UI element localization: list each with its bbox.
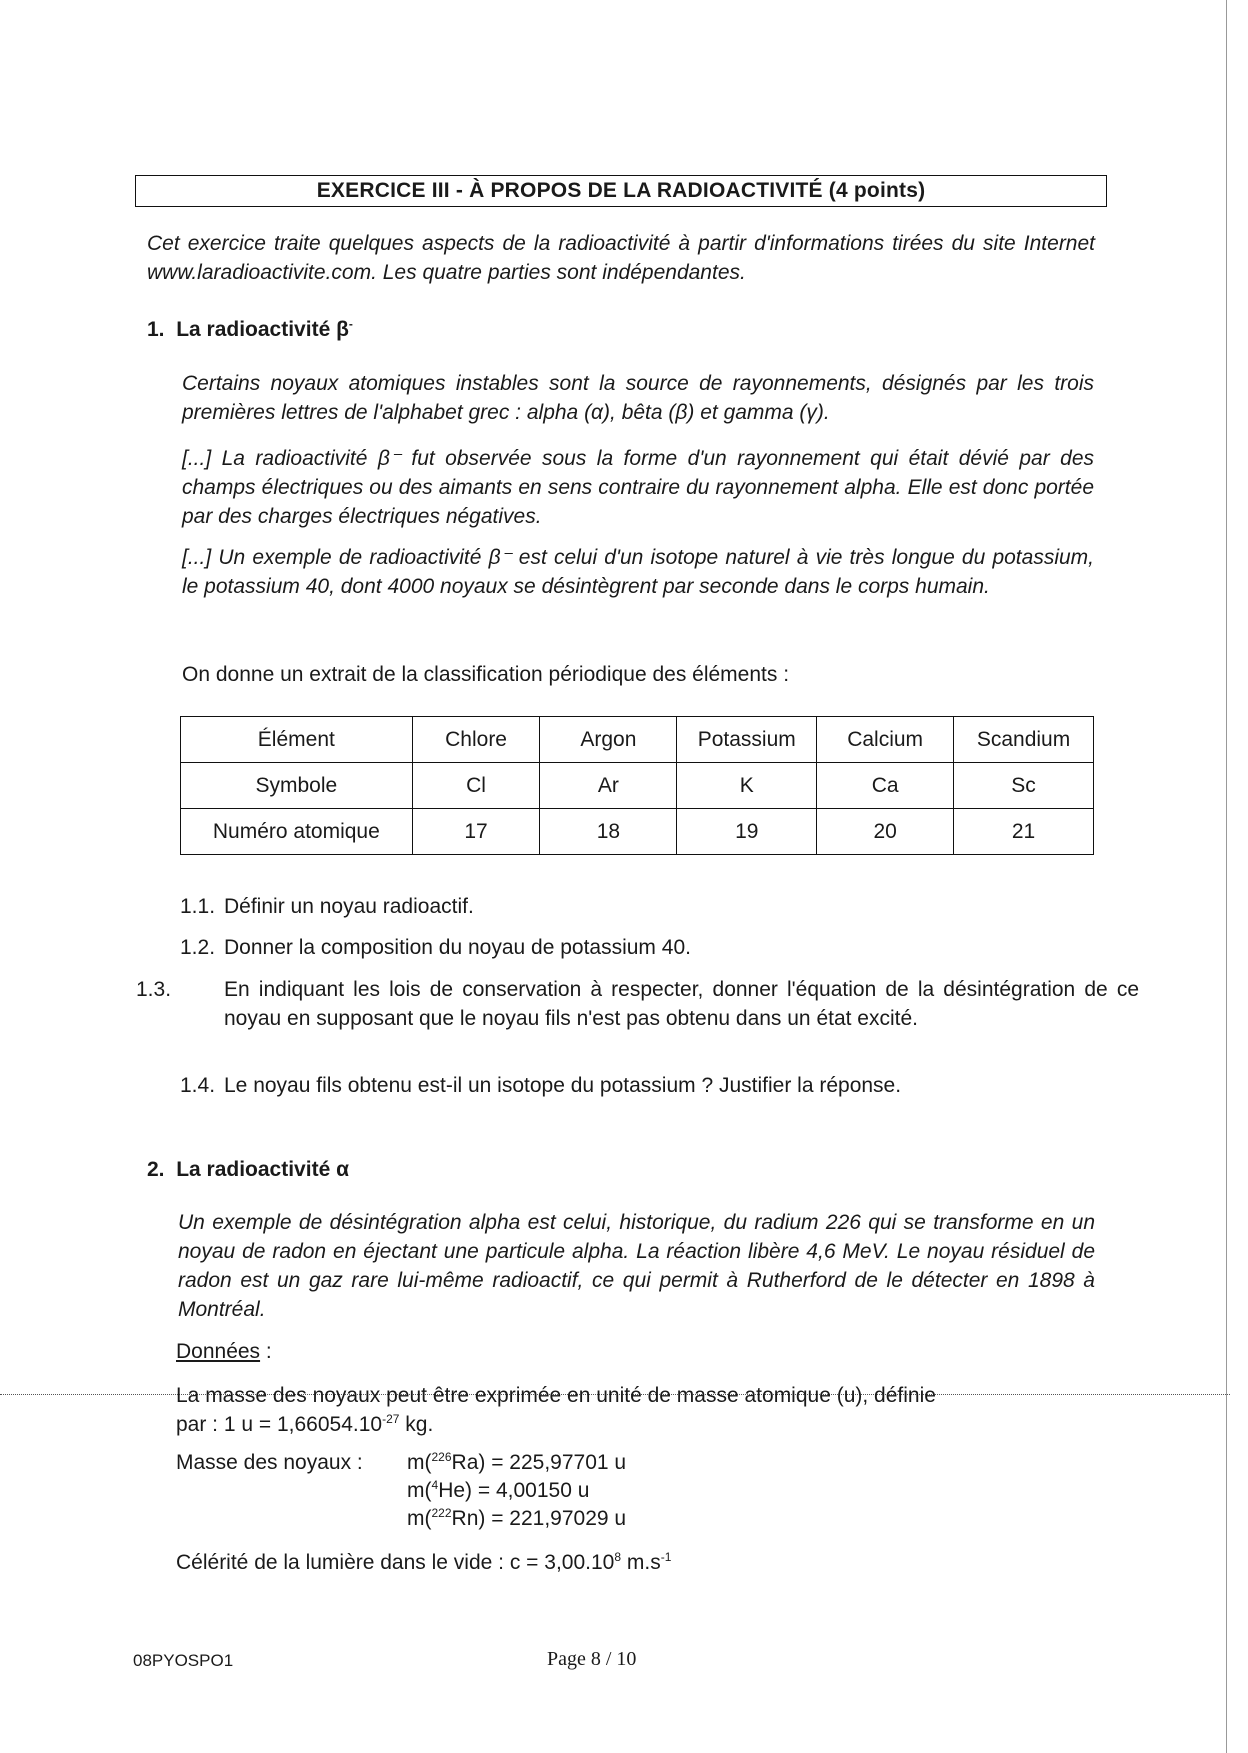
mass-unit-post: kg. [399,1413,434,1436]
mass-unit-line2 [176,1410,1096,1439]
table-cell: 19 [677,809,817,855]
section1-para1: Certains noyaux atomiques instables sont la source de rayonnements, désignés par les trois premières lettres de l'alphabet grec : alpha (α), bêta (β) et gamma (γ). [182,372,1094,424]
question-number: 1.2. [180,936,216,959]
mass-text: m( [407,1507,432,1530]
data-heading [176,1337,272,1366]
table-row-atomic-number [181,809,1094,855]
intro-paragraph: Cet exercice traite quelques aspects de la radioactivité à partir d'informations tirées du site Internet www.laradioactivite.com. Les quatre parties sont indépendantes. [147,232,1095,284]
question-1-3 [136,975,1139,1033]
exercise-title [135,175,1107,207]
mass-unit-definition [176,1381,1096,1439]
table-cell: 18 [540,809,677,855]
section1-number: 1. [147,318,165,341]
question-1-4 [180,1071,1095,1100]
table-cell: Ca [817,763,954,809]
question-text: En indiquant les lois de conservation à respecter, donner l'équation de la désintégration de ce noyau en supposant que le noyau fils n'est pas obtenu dans un état excité. [224,978,1139,1030]
question-1-2 [180,933,1095,962]
table-cell: Scandium [954,717,1094,763]
scan-edge-line [1226,0,1227,1753]
question-number: 1.1. [180,895,216,918]
mass-number-sup: 4 [431,1478,439,1492]
question-number: 1.4. [180,1074,216,1097]
mass-helium [407,1476,589,1505]
section2-number: 2. [147,1158,165,1181]
masses-label: Masse des noyaux : [176,1451,363,1474]
section2-title: La radioactivité α [176,1158,349,1181]
section1-title-sup: - [348,317,353,331]
footer-code: 08PYOSPO1 [133,1651,234,1670]
data-colon: : [260,1340,272,1363]
table-cell: 17 [412,809,540,855]
table-cell: Symbole [181,763,413,809]
table-cell: Ar [540,763,677,809]
speed-exponent: 8 [614,1550,622,1564]
mass-number-sup: 222 [431,1506,452,1520]
table-cell: Cl [412,763,540,809]
table-cell: Argon [540,717,677,763]
table-cell: 21 [954,809,1094,855]
speed-unit-exponent: -1 [660,1550,672,1564]
question-text: Le noyau fils obtenu est-il un isotope du potassium ? Justifier la réponse. [224,1074,902,1097]
question-1-1 [180,892,1095,921]
section1-para3: [...] Un exemple de radioactivité β⁻ est celui d'un isotope naturel à vie très longue du potassium, le potassium 40, dont 4000 noyaux se désintègrent par seconde dans le corps humain. [182,546,1094,598]
mass-number-sup: 226 [431,1450,452,1464]
section2-para1: Un exemple de désintégration alpha est celui, historique, du radium 226 qui se transforme en un noyau de radon en éjectant une particule alpha. La réaction libère 4,6 MeV. Le noyau résiduel de radon est un gaz rare lui-même radioactif, ce qui permit à Rutherford de le détecter en 1898 à Montréal. [178,1211,1095,1321]
mass-text: m( [407,1479,432,1502]
mass-radium [407,1448,626,1477]
mass-text: Rn) = 221,97029 u [451,1507,627,1530]
mass-unit-pre: par : 1 u = 1,66054.10 [176,1413,383,1436]
section1-para2: [...] La radioactivité β⁻ fut observée sous la forme d'un rayonnement qui était dévié par des champs électriques ou des aimants en sens contraire du rayonnement alpha. Elle est donc portée par des charges électriques négatives. [182,447,1094,528]
question-text: Définir un noyau radioactif. [224,895,474,918]
speed-unit: m.s [621,1551,661,1574]
table-cell: Chlore [412,717,540,763]
speed-of-light [176,1548,671,1577]
section1-title: La radioactivité β [176,318,349,341]
mass-text: Ra) = 225,97701 u [451,1451,627,1474]
table-cell: Sc [954,763,1094,809]
section1-heading [147,318,353,342]
table-intro: On donne un extrait de la classification périodique des éléments : [182,663,790,686]
table-row-symbol [181,763,1094,809]
table-cell: Potassium [677,717,817,763]
table-cell: Élément [181,717,413,763]
data-label: Données [176,1340,261,1363]
speed-text: Célérité de la lumière dans le vide : c = 3,00.10 [176,1551,615,1574]
table-cell: Calcium [817,717,954,763]
table-cell: 20 [817,809,954,855]
mass-text: m( [407,1451,432,1474]
footer-page-number: Page 8 / 10 [547,1648,637,1670]
table-cell: K [677,763,817,809]
section2-heading [147,1158,349,1182]
table-cell: Numéro atomique [181,809,413,855]
mass-radon [407,1504,626,1533]
periodic-table-extract [180,716,1094,855]
mass-text: He) = 4,00150 u [438,1479,590,1502]
table-row-element [181,717,1094,763]
question-number: 1.3. [136,978,172,1001]
mass-unit-line1: La masse des noyaux peut être exprimée en unité de masse atomique (u), définie [176,1384,936,1407]
exercise-title-text: EXERCICE III - À PROPOS DE LA RADIOACTIVITÉ (4 points) [316,179,926,202]
question-text: Donner la composition du noyau de potassium 40. [224,936,691,959]
mass-unit-exponent: -27 [382,1412,400,1426]
